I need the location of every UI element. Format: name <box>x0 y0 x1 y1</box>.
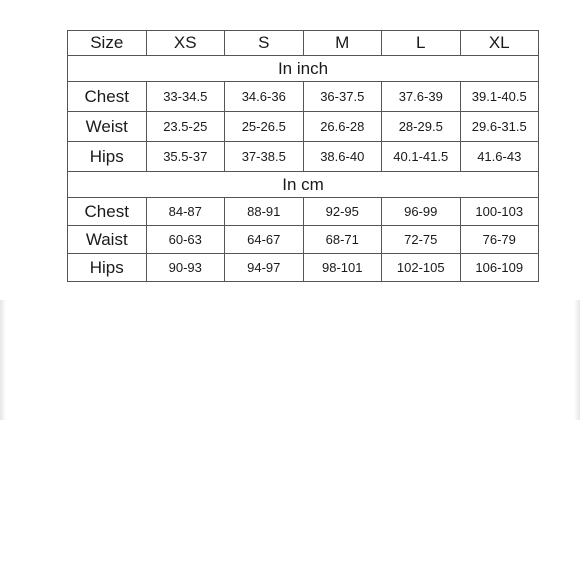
table-cell: 72-75 <box>382 226 461 254</box>
table-cell: 35.5-37 <box>146 142 225 172</box>
table-cell: 88-91 <box>225 198 304 226</box>
table-cell: 38.6-40 <box>303 142 382 172</box>
table-row <box>68 82 539 112</box>
row-label: Chest <box>68 82 147 112</box>
table-cell: 26.6-28 <box>303 112 382 142</box>
table-cell: 106-109 <box>460 254 539 282</box>
table-cell: 23.5-25 <box>146 112 225 142</box>
table-cell: 92-95 <box>303 198 382 226</box>
table-cell: 37-38.5 <box>225 142 304 172</box>
table-row <box>68 112 539 142</box>
header-s: S <box>225 31 304 56</box>
table-row <box>68 254 539 282</box>
table-row <box>68 142 539 172</box>
row-label: Weist <box>68 112 147 142</box>
table-cell: 36-37.5 <box>303 82 382 112</box>
table-cell: 94-97 <box>225 254 304 282</box>
section-title-inch: In inch <box>68 56 539 82</box>
size-chart-table <box>67 30 539 282</box>
size-header-row <box>68 31 539 56</box>
table-cell: 40.1-41.5 <box>382 142 461 172</box>
row-label: Hips <box>68 254 147 282</box>
table-cell: 76-79 <box>460 226 539 254</box>
header-l: L <box>382 31 461 56</box>
table-cell: 28-29.5 <box>382 112 461 142</box>
row-label: Waist <box>68 226 147 254</box>
section-title-cm: In cm <box>68 172 539 198</box>
header-xs: XS <box>146 31 225 56</box>
right-edge-shadow <box>574 300 580 420</box>
table-cell: 90-93 <box>146 254 225 282</box>
table-cell: 29.6-31.5 <box>460 112 539 142</box>
table-cell: 33-34.5 <box>146 82 225 112</box>
table-cell: 102-105 <box>382 254 461 282</box>
table-cell: 64-67 <box>225 226 304 254</box>
table-cell: 100-103 <box>460 198 539 226</box>
table-cell: 34.6-36 <box>225 82 304 112</box>
table-cell: 98-101 <box>303 254 382 282</box>
table-cell: 41.6-43 <box>460 142 539 172</box>
section-header-row <box>68 172 539 198</box>
header-xl: XL <box>460 31 539 56</box>
table-row <box>68 226 539 254</box>
header-m: M <box>303 31 382 56</box>
table-cell: 68-71 <box>303 226 382 254</box>
header-size: Size <box>68 31 147 56</box>
table-cell: 84-87 <box>146 198 225 226</box>
section-header-row <box>68 56 539 82</box>
table-cell: 25-26.5 <box>225 112 304 142</box>
table-cell: 37.6-39 <box>382 82 461 112</box>
row-label: Chest <box>68 198 147 226</box>
row-label: Hips <box>68 142 147 172</box>
left-edge-shadow <box>0 300 6 420</box>
table-cell: 39.1-40.5 <box>460 82 539 112</box>
table-cell: 60-63 <box>146 226 225 254</box>
table-cell: 96-99 <box>382 198 461 226</box>
table-row <box>68 198 539 226</box>
